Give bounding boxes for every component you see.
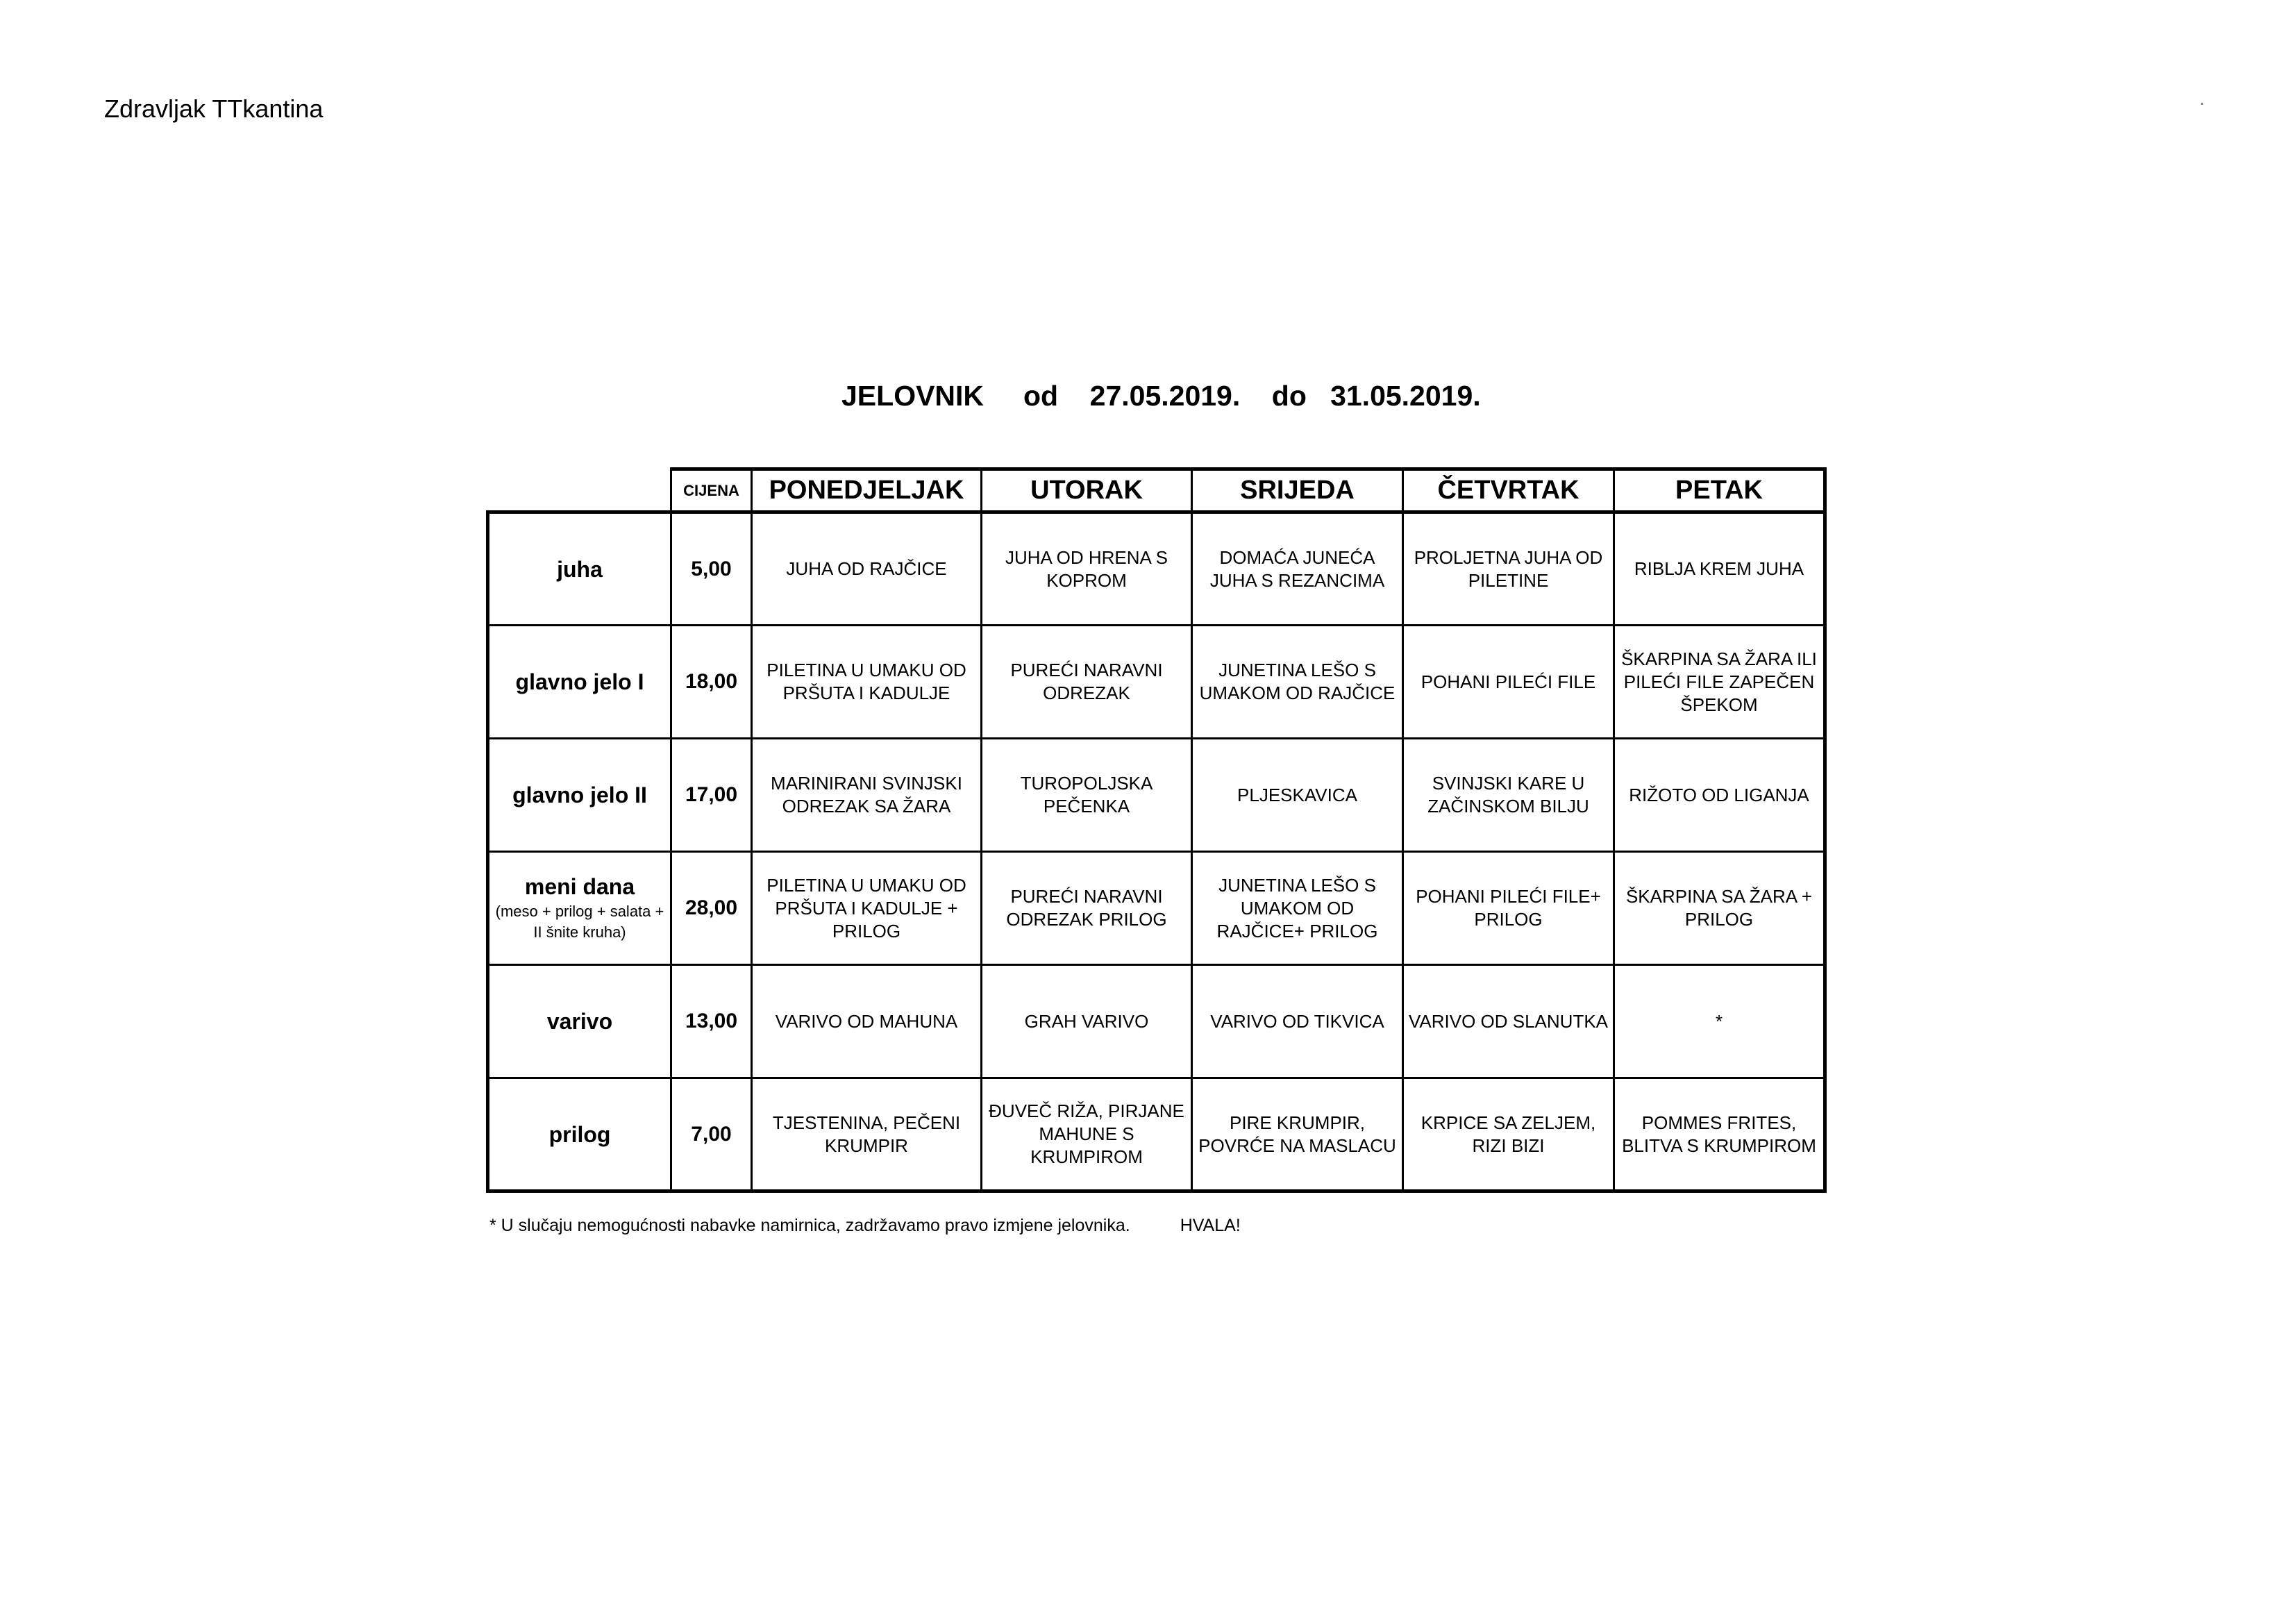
table-row xyxy=(488,739,1825,852)
category-cell xyxy=(488,739,671,852)
dish-cell: JUHA OD RAJČICE xyxy=(752,512,982,626)
dish-cell: JUNETINA LEŠO S UMAKOM OD RAJČICE xyxy=(1192,626,1403,739)
dish-cell: TJESTENINA, PEČENI KRUMPIR xyxy=(752,1078,982,1191)
table-row xyxy=(488,852,1825,965)
dish-cell: PROLJETNA JUHA OD PILETINE xyxy=(1403,512,1614,626)
category-label: glavno jelo I xyxy=(515,669,644,694)
category-cell xyxy=(488,626,671,739)
dish-cell: ŠKARPINA SA ŽARA + PRILOG xyxy=(1614,852,1825,965)
page-header: Zdravljak TTkantina xyxy=(104,94,324,123)
category-note: (meso + prilog + salata + II šnite kruha) xyxy=(495,903,664,941)
footnote-text: * U slučaju nemogućnosti nabavke namirnica, zadržavamo pravo izmjene jelovnika. xyxy=(489,1216,1130,1235)
dish-cell: JUNETINA LEŠO S UMAKOM OD RAJČICE+ PRILOG xyxy=(1192,852,1403,965)
dish-cell: PILETINA U UMAKU OD PRŠUTA I KADULJE + PRILOG xyxy=(752,852,982,965)
dish-cell: SVINJSKI KARE U ZAČINSKOM BILJU xyxy=(1403,739,1614,852)
price-cell: 28,00 xyxy=(671,852,752,965)
category-label: prilog xyxy=(548,1121,611,1147)
category-cell xyxy=(488,852,671,965)
dish-cell: POHANI PILEĆI FILE xyxy=(1403,626,1614,739)
page-title: JELOVNIK od 27.05.2019. do 31.05.2019. xyxy=(841,380,1481,412)
table-row xyxy=(488,965,1825,1078)
corner-mark xyxy=(2201,103,2203,105)
dish-cell: KRPICE SA ZELJEM, RIZI BIZI xyxy=(1403,1078,1614,1191)
day-header-monday: PONEDJELJAK xyxy=(752,469,982,512)
dish-cell: RIŽOTO OD LIGANJA xyxy=(1614,739,1825,852)
dish-cell: ŠKARPINA SA ŽARA ILI PILEĆI FILE ZAPEČEN ŠPEKOM xyxy=(1614,626,1825,739)
table-row xyxy=(488,512,1825,626)
footnote xyxy=(489,1214,1241,1237)
dish-cell: * xyxy=(1614,965,1825,1078)
price-column-header: CIJENA xyxy=(671,469,752,512)
dish-cell: POMMES FRITES, BLITVA S KRUMPIROM xyxy=(1614,1078,1825,1191)
dish-cell: ĐUVEČ RIŽA, PIRJANE MAHUNE S KRUMPIROM xyxy=(982,1078,1192,1191)
day-header-tuesday: UTORAK xyxy=(982,469,1192,512)
dish-cell: PLJESKAVICA xyxy=(1192,739,1403,852)
category-label: glavno jelo II xyxy=(512,782,647,807)
category-cell xyxy=(488,1078,671,1191)
thanks-text: HVALA! xyxy=(1180,1216,1241,1235)
menu-table xyxy=(486,467,1827,1193)
price-cell: 13,00 xyxy=(671,965,752,1078)
table-row xyxy=(488,626,1825,739)
dish-cell: TUROPOLJSKA PEČENKA xyxy=(982,739,1192,852)
category-label: juha xyxy=(557,556,603,582)
table-row xyxy=(488,1078,1825,1191)
day-header-wednesday: SRIJEDA xyxy=(1192,469,1403,512)
dish-cell: RIBLJA KREM JUHA xyxy=(1614,512,1825,626)
price-cell: 17,00 xyxy=(671,739,752,852)
day-header-friday: PETAK xyxy=(1614,469,1825,512)
dish-cell: PUREĆI NARAVNI ODREZAK xyxy=(982,626,1192,739)
day-header-thursday: ČETVRTAK xyxy=(1403,469,1614,512)
price-cell: 18,00 xyxy=(671,626,752,739)
price-cell: 7,00 xyxy=(671,1078,752,1191)
category-cell xyxy=(488,512,671,626)
dish-cell: PUREĆI NARAVNI ODREZAK PRILOG xyxy=(982,852,1192,965)
dish-cell: PIRE KRUMPIR, POVRĆE NA MASLACU xyxy=(1192,1078,1403,1191)
category-label: varivo xyxy=(546,1009,613,1034)
dish-cell: GRAH VARIVO xyxy=(982,965,1192,1078)
dish-cell: VARIVO OD SLANUTKA xyxy=(1403,965,1614,1078)
dish-cell: PILETINA U UMAKU OD PRŠUTA I KADULJE xyxy=(752,626,982,739)
corner-cell xyxy=(488,469,671,512)
category-cell xyxy=(488,965,671,1078)
dish-cell: POHANI PILEĆI FILE+ PRILOG xyxy=(1403,852,1614,965)
header-row xyxy=(488,469,1825,512)
category-label: meni dana xyxy=(524,874,635,899)
dish-cell: DOMAĆA JUNEĆA JUHA S REZANCIMA xyxy=(1192,512,1403,626)
price-cell: 5,00 xyxy=(671,512,752,626)
dish-cell: VARIVO OD TIKVICA xyxy=(1192,965,1403,1078)
dish-cell: VARIVO OD MAHUNA xyxy=(752,965,982,1078)
dish-cell: MARINIRANI SVINJSKI ODREZAK SA ŽARA xyxy=(752,739,982,852)
dish-cell: JUHA OD HRENA S KOPROM xyxy=(982,512,1192,626)
